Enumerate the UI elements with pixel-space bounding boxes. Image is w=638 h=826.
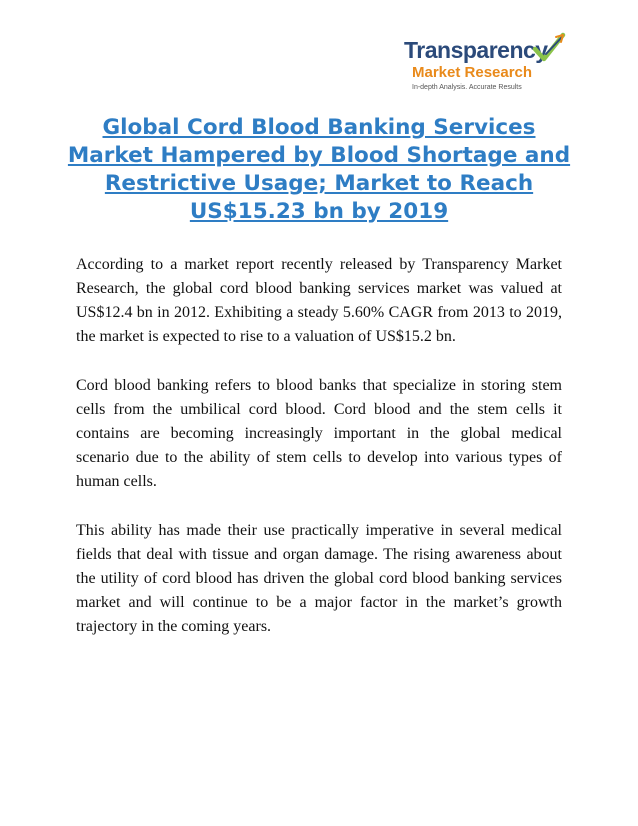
article-body — [76, 253, 562, 664]
paragraph-1: According to a market report recently released by Transparency Market Research, the global cord blood banking services market was valued at US$12.4 bn in 2012. Exhibiting a steady 5.60% CAGR from 2013 to 2019, the market is expected to rise to a valuation of US$15.2 bn. — [76, 256, 562, 345]
article-title: Global Cord Blood Banking Services Market Hampered by Blood Shortage and Restrictive Usage; Market to Reach US$15.23 bn by 2019 — [67, 115, 571, 224]
logo-subname: Market Research — [412, 64, 533, 81]
logo-tagline: In-depth Analysis. Accurate Results — [412, 84, 522, 91]
logo-name: Transparency — [404, 37, 548, 63]
company-logo — [404, 36, 574, 98]
paragraph-3: This ability has made their use practically imperative in several medical fields that deal with tissue and organ damage. The rising awareness about the utility of cord blood has driven the global cord blood banking services market and will continue to be a major factor in the market’s growth trajectory in the coming years. — [76, 522, 562, 635]
checkmark-logo-icon — [532, 32, 566, 64]
paragraph-2: Cord blood banking refers to blood banks that specialize in storing stem cells from the umbilical cord blood. Cord blood and the stem cells it contains are becoming increasingly important in the global medical scenario due to the ability of stem cells to develop into various types of human cells. — [76, 377, 562, 490]
